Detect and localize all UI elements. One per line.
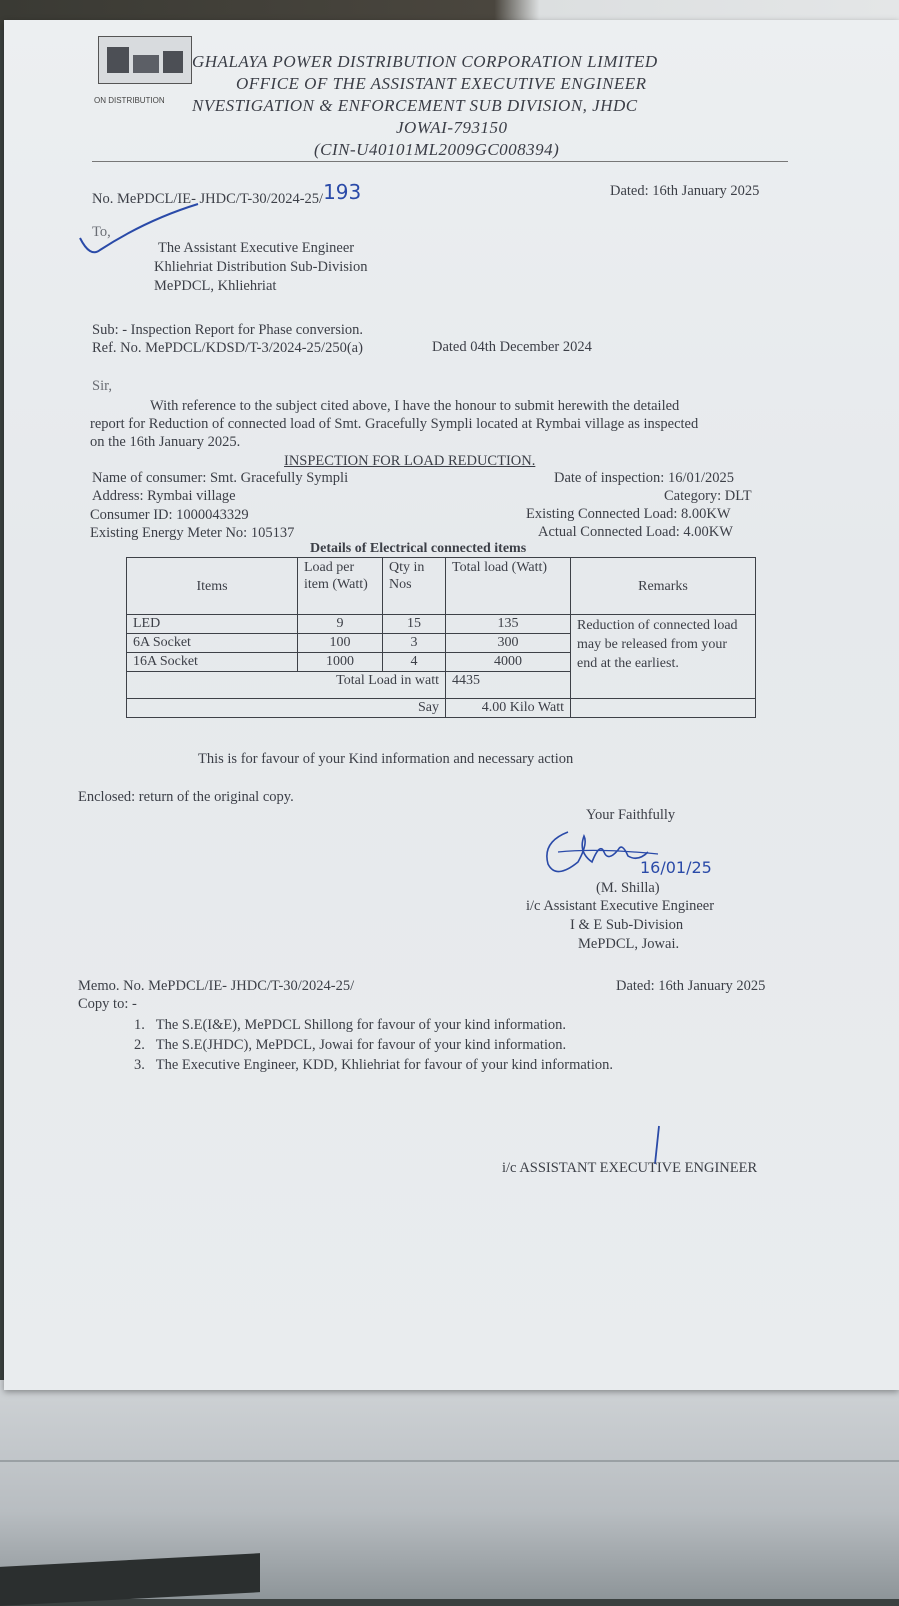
signatory-subdivision: I & E Sub-Division	[570, 917, 684, 933]
company-logo	[98, 36, 192, 84]
signatory-office: MePDCL, Jowai.	[578, 936, 680, 952]
table-row	[127, 615, 756, 634]
enclosed-line: Enclosed: return of the original copy.	[78, 789, 294, 805]
copy-item-1: 1. The S.E(I&E), MePDCL Shillong for favour of your kind information.	[134, 1017, 566, 1033]
say-label: Say	[127, 699, 446, 718]
body-line3: on the 16th January 2025.	[90, 434, 241, 450]
cell-load: 100	[298, 634, 383, 653]
cell-qty: 3	[383, 634, 446, 653]
to-line3: MePDCL, Khliehriat	[154, 278, 277, 294]
ref-number: No. MePDCL/IE- JHDC/T-30/2024-25/193	[92, 180, 362, 207]
consumer-id: Consumer ID: 1000043329	[90, 507, 249, 523]
letterhead-company: GHALAYA POWER DISTRIBUTION CORPORATION LIMITED	[192, 52, 658, 71]
cell-remarks: Reduction of connected load may be released from your end at the earliest.	[571, 615, 756, 699]
table-header-row	[127, 558, 756, 615]
copy-to: Copy to: -	[78, 996, 137, 1012]
cell-item: LED	[127, 615, 298, 634]
memo-date: Dated: 16th January 2025	[616, 978, 766, 994]
header-remarks: Remarks	[571, 558, 756, 615]
consumer-address: Address: Rymbai village	[92, 488, 236, 504]
header-total: Total load (Watt)	[446, 558, 571, 615]
letterhead-division: NVESTIGATION & ENFORCEMENT SUB DIVISION, JHDC	[192, 96, 638, 115]
cell-total: 4000	[446, 653, 571, 672]
memo-number: Memo. No. MePDCL/IE- JHDC/T-30/2024-25/	[78, 978, 355, 994]
to-line2: Khliehriat Distribution Sub-Division	[154, 259, 368, 275]
cell-load: 1000	[298, 653, 383, 672]
signature-date: 16/01/25	[640, 858, 712, 877]
body-line1: With reference to the subject cited above, I have the honour to submit herewith the detailed	[150, 398, 680, 414]
signatory-designation: i/c Assistant Executive Engineer	[526, 898, 715, 914]
signatory-name: (M. Shilla)	[596, 880, 660, 896]
letterhead-divider	[92, 161, 788, 162]
header-qty: Qty in Nos	[383, 558, 446, 615]
letterhead-cin: (CIN-U40101ML2009GC008394)	[314, 140, 560, 159]
say-value: 4.00 Kilo Watt	[446, 699, 571, 718]
subject-ref: Ref. No. MePDCL/KDSD/T-3/2024-25/250(a)	[92, 340, 363, 356]
to-label: To,	[92, 224, 111, 240]
cell-qty: 4	[383, 653, 446, 672]
cell-qty: 15	[383, 615, 446, 634]
actual-load: Actual Connected Load: 4.00KW	[538, 524, 733, 540]
cell-load: 9	[298, 615, 383, 634]
meter-number: Existing Energy Meter No: 105137	[90, 525, 295, 541]
your-faithfully: Your Faithfully	[586, 807, 676, 823]
header-load: Load per item (Watt)	[298, 558, 383, 615]
cell-total: 135	[446, 615, 571, 634]
total-value: 4435	[446, 672, 571, 699]
existing-load: Existing Connected Load: 8.00KW	[526, 506, 731, 522]
inspection-heading: INSPECTION FOR LOAD REDUCTION.	[284, 453, 536, 469]
footer-designation: i/c ASSISTANT EXECUTIVE ENGINEER	[502, 1160, 758, 1176]
body-line2: report for Reduction of connected load of Smt. Gracefully Sympli located at Rymbai village as inspected	[90, 416, 699, 432]
cell-item: 6A Socket	[127, 634, 298, 653]
cell-total: 300	[446, 634, 571, 653]
salutation: Sir,	[92, 378, 112, 394]
inspection-date: Date of inspection: 16/01/2025	[554, 470, 735, 486]
ref-date: Dated: 16th January 2025	[610, 183, 760, 199]
letterhead-office: OFFICE OF THE ASSISTANT EXECUTIVE ENGINEER	[236, 74, 647, 93]
consumer-name: Name of consumer: Smt. Gracefully Sympli	[92, 470, 349, 486]
copy-item-2: 2. The S.E(JHDC), MePDCL, Jowai for favour of your kind information.	[134, 1037, 567, 1053]
subject-line: Sub: - Inspection Report for Phase conversion.	[92, 322, 364, 338]
copy-item-3: 3. The Executive Engineer, KDD, Khliehriat for favour of your kind information.	[134, 1057, 613, 1073]
favour-line: This is for favour of your Kind information and necessary action	[198, 751, 574, 767]
items-table	[126, 557, 756, 718]
total-label: Total Load in watt	[127, 672, 446, 699]
say-empty	[571, 699, 756, 718]
letterhead-city: JOWAI-793150	[396, 118, 508, 137]
category: Category: DLT	[664, 488, 752, 504]
logo-text: ON DISTRIBUTION	[94, 96, 165, 105]
ref-number-handwritten: 193	[323, 180, 362, 204]
subject-ref-date: Dated 04th December 2024	[432, 339, 592, 355]
header-items: Items	[127, 558, 298, 615]
table-caption: Details of Electrical connected items	[310, 541, 527, 556]
to-line1: The Assistant Executive Engineer	[158, 240, 355, 256]
cell-item: 16A Socket	[127, 653, 298, 672]
say-row	[127, 699, 756, 718]
